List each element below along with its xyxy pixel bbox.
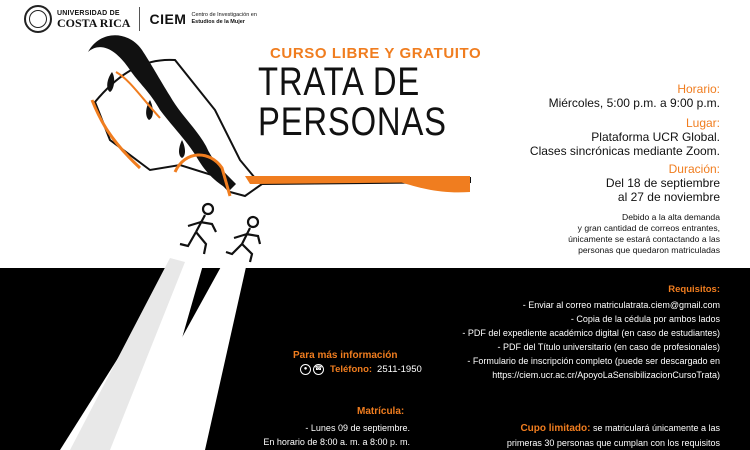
ciem-sub-line-1: Centro de Investigación en [191,12,257,19]
running-figure-1 [180,204,216,254]
title-line-1: TRATA DE [258,60,421,104]
requirement-item: - PDF del Título universitario (en caso de profesionales) [497,342,720,352]
notice-line-2: y gran cantidad de correos entrantes, [577,223,720,233]
requirement-item: - Enviar al correo matriculatrata.ciem@gmail.com [522,300,720,310]
enrollment-title: Matrícula: [357,406,405,417]
whatsapp-icon: ● [300,364,311,375]
lugar-label: Lugar: [685,116,720,130]
contact-title: Para más información [293,350,398,361]
course-kicker: CURSO LIBRE Y GRATUITO [270,45,482,62]
duracion-block [606,162,720,204]
duracion-line-2: al 27 de noviembre [617,190,720,204]
duracion-label: Duración: [668,162,720,176]
contact-phone [300,364,422,375]
requirements-title: Requisitos: [668,284,720,295]
ciem-subtitle [191,12,281,26]
title-line-2: PERSONAS [258,100,447,144]
requirements-list [462,298,720,382]
notice-line-1: Debido a la alta demanda [622,212,720,222]
phone-icon: ☎ [313,364,324,375]
requirement-item: - PDF del expediente académico digital (en caso de estudiantes) [462,328,720,338]
logo-divider [139,7,140,31]
notice-line-4: personas que quedaron matriculadas [578,245,720,255]
enrollment-details [263,421,410,449]
ciem-sub-line-2: Estudios de la Mujer [191,19,245,25]
university-line-1: UNIVERSIDAD DE [57,9,120,17]
requirement-item: - Copia de la cédula por ambos lados [570,314,720,324]
orange-drip-right [400,182,470,192]
enrollment-line-1: - Lunes 09 de septiembre. [305,423,410,433]
horario-value: Miércoles, 5:00 p.m. a 9:00 p.m. [548,96,720,110]
requirement-item: - Formulario de inscripción completo (puede ser descargado en [467,356,720,366]
university-line-2: COSTA RICA [57,15,131,30]
enrollment-line-2: En horario de 8:00 a. m. a 8:00 p. m. [263,437,410,447]
limited-line-1: se matriculará únicamente a las [590,423,720,433]
phone-label: Teléfono: [330,364,373,375]
university-name [57,10,130,29]
schedule-block [549,82,720,110]
lugar-line-1: Plataforma UCR Global. [591,130,720,144]
lugar-block [530,116,720,158]
limited-label: Cupo limitado: [520,423,591,434]
limited-line-2: primeras 30 personas que cumplan con los requisitos [506,438,720,448]
lugar-line-2: Clases sincrónicas mediante Zoom. [529,144,720,158]
logo-bar [24,4,281,34]
horario-label: Horario: [677,82,720,96]
university-seal [24,5,52,33]
course-title [258,62,447,142]
phone-value[interactable]: 2511-1950 [377,364,422,375]
requirement-link[interactable]: https://ciem.ucr.ac.cr/ApoyoLaSensibilizacionCursoTrata) [492,370,720,380]
limited-spots [507,421,720,450]
demand-notice [510,212,720,256]
ciem-logo: CIEM [149,11,187,27]
notice-line-3: únicamente se estará contactando a las [568,234,720,244]
duracion-line-1: Del 18 de septiembre [605,176,720,190]
